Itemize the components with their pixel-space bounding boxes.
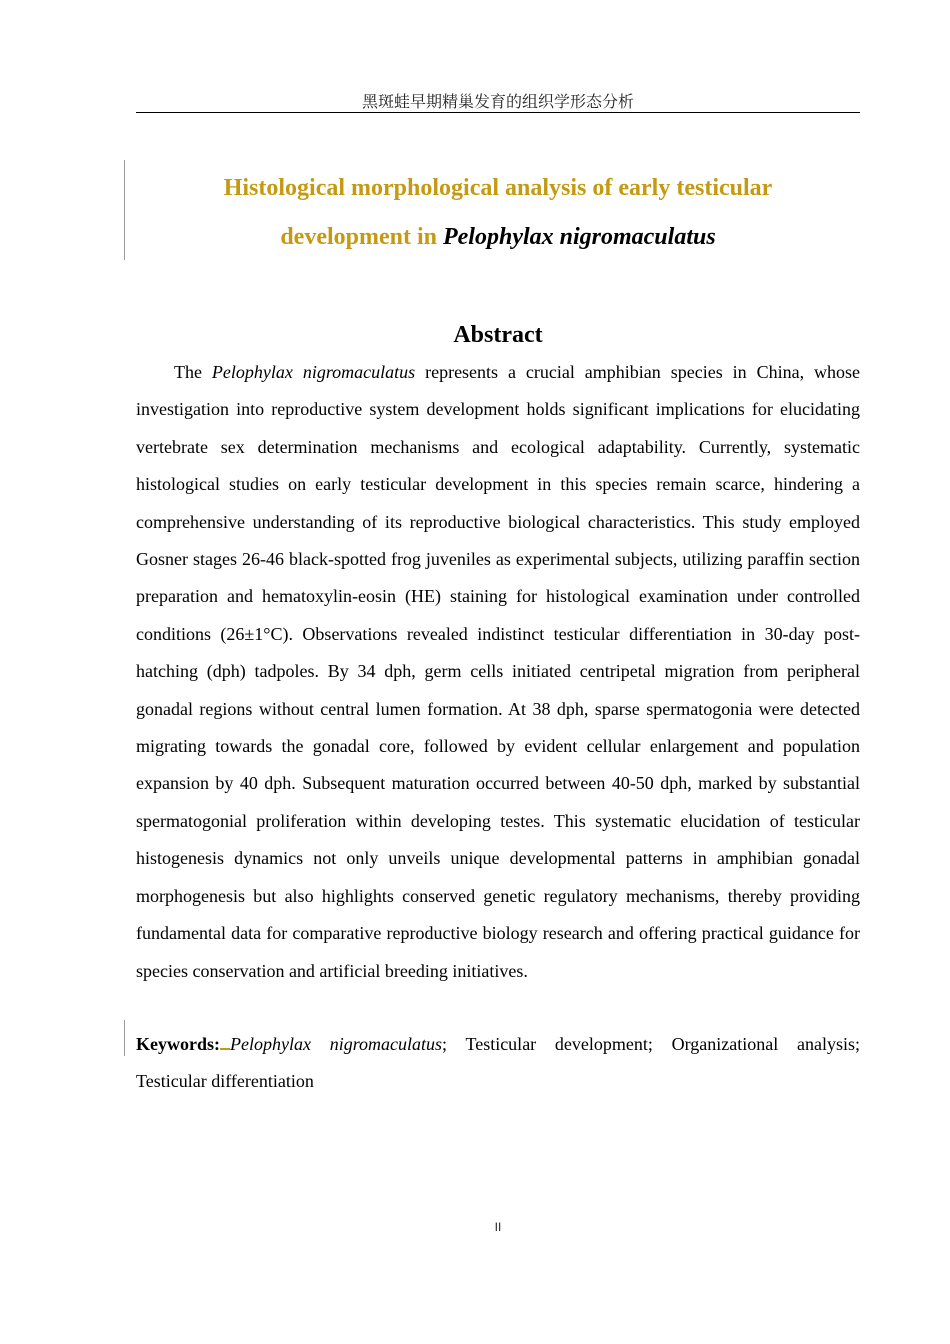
- title-line1: Histological morphological analysis of early testicular: [223, 175, 773, 201]
- abstract-heading: Abstract: [453, 322, 543, 348]
- revision-bar-keywords: [124, 1020, 125, 1056]
- paper-title: [136, 164, 860, 262]
- abstract-species: Pelophylax nigromaculatus: [211, 362, 416, 382]
- keywords-label: Keywords:: [136, 1034, 220, 1054]
- abstract-text: represents a crucial amphibian species in China, whose investigation into reproductive system development holds significant implications for elucidating vertebrate sex determination mechanisms and ecological adaptability. Currently, systematic histological studies on early testicular development in this species remain scarce, hindering a comprehensive understanding of its reproductive biological characteristics. This study employed Gosner stages 26-46 black-spotted frog juveniles as experimental subjects, utilizing paraffin section preparation and hematoxylin-eosin (HE) staining for histological examination under controlled conditions (26±1°C). Observations revealed indistinct testicular differentiation in 30-day post-hatching (dph) tadpoles. By 34 dph, germ cells initiated centripetal migration from peripheral gonadal regions without central lumen formation. At 38 dph, sparse spermatogonia were detected migrating towards the gonadal core, followed by evident cellular enlargement and population expansion by 40 dph. Subsequent maturation occurred between 40-50 dph, marked by substantial spermatogonial proliferation within developing testes. This systematic elucidation of testicular histogenesis dynamics not only unveils unique developmental patterns in amphibian gonadal morphogenesis but also highlights conserved genetic regulatory mechanisms, thereby providing fundamental data for comparative reproductive biology research and offering practical guidance for species conservation and artificial breeding initiatives.: [136, 362, 860, 981]
- keywords: [136, 1026, 860, 1101]
- abstract-intro: The: [174, 362, 212, 382]
- keywords-rest: ; Testicular development; Organizational analysis; Testicular differentiation: [136, 1034, 860, 1092]
- page-number: II: [494, 1220, 502, 1234]
- keywords-species: Pelophylax nigromaculatus: [230, 1034, 443, 1054]
- abstract-body: [136, 354, 860, 990]
- revision-bar-title: [124, 160, 125, 260]
- running-header: [136, 92, 860, 113]
- keywords-insert-mark: [220, 1034, 230, 1050]
- running-header-title: 黑斑蛙早期精巢发育的组织学形态分析: [361, 92, 634, 111]
- title-species: Pelophylax nigromaculatus: [442, 224, 716, 250]
- title-line2-prefix: development in: [280, 224, 443, 250]
